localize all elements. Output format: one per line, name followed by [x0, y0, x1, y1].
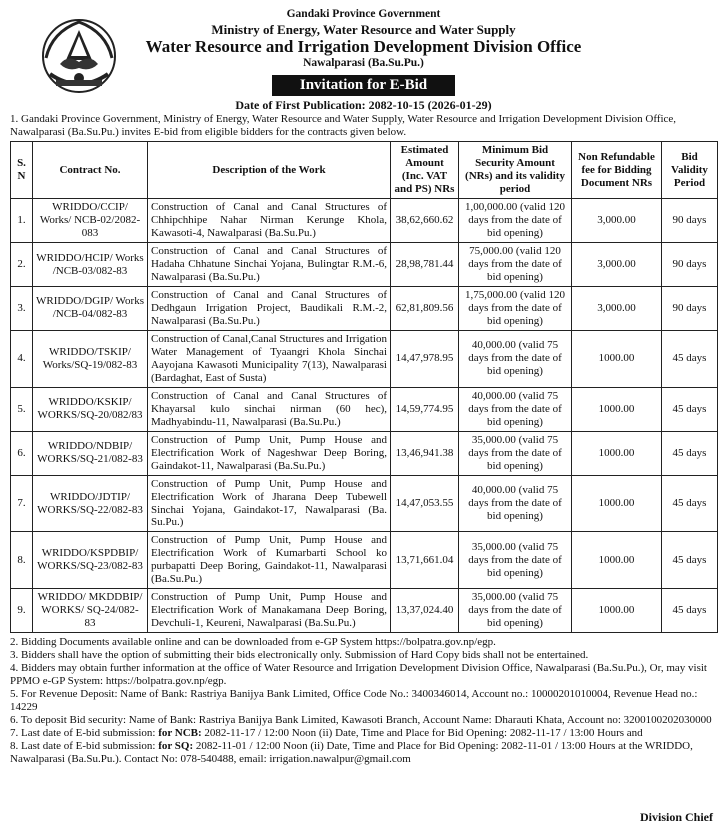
cell-description: Construction of Canal,Canal Structures and Irrigation Water Management of Tyaangri Khola Sinchai Aayojana Kawasoti Municipality 7(13), Nawalparasi (Bardaghat, East of Susta) — [148, 330, 391, 387]
office-location: Nawalparasi (Ba.Su.Pu.) — [303, 56, 424, 69]
cell-description: Construction of Pump Unit, Pump House and Electrification Work of Jharana Deep Tubewell Sinchai Yojana, Gaindakot-17, Nawalparasi (Ba. Su.Pu.) — [148, 475, 391, 532]
cell-sn: 5. — [11, 387, 33, 431]
note-6: 6. To deposit Bid security: Name of Bank: Rastriya Banijya Bank Limited, Kawasoti Branch, Account Name: Dharauti Khata, Account no: 3200100202030000 — [10, 714, 712, 727]
office-name: Water Resource and Irrigation Development Division Office — [145, 36, 582, 56]
cell-fee: 1000.00 — [572, 589, 662, 633]
cell-estimated: 14,47,978.95 — [391, 330, 459, 387]
note-2: 2. Bidding Documents available online and can be downloaded from e-GP System https://bolpatra.gov.np/egp. — [10, 636, 496, 649]
cell-sn: 7. — [11, 475, 33, 532]
cell-sn: 2. — [11, 243, 33, 287]
cell-sn: 6. — [11, 431, 33, 475]
ministry-name: Ministry of Energy, Water Resource and Water Supply — [211, 21, 516, 37]
cell-contract: WRIDDO/HCIP/ Works /NCB-03/082-83 — [33, 243, 148, 287]
table-row — [11, 286, 718, 330]
cell-security: 1,00,000.00 (valid 120 days from the date of bid opening) — [459, 199, 572, 243]
cell-validity: 90 days — [662, 286, 718, 330]
cell-fee: 1000.00 — [572, 387, 662, 431]
cell-estimated: 62,81,809.56 — [391, 286, 459, 330]
note-5: 5. For Revenue Deposit: Name of Bank: Rastriya Banijya Bank Limited, Office Code No.: 3400346014, Account no.: 10000201010004, Revenue Head no.: 14229 — [10, 688, 698, 714]
cell-fee: 1000.00 — [572, 475, 662, 532]
cell-description: Construction of Canal and Canal Structures of Khayarsal kulo sinchai nirman (60 hec), Madhyabindu-11, Nawalparasi (Ba.Su.Pu.) — [148, 387, 391, 431]
cell-security: 35,000.00 (valid 75 days from the date of bid opening) — [459, 431, 572, 475]
table-header-row — [11, 142, 718, 199]
cell-estimated: 38,62,660.62 — [391, 199, 459, 243]
cell-security: 40,000.00 (valid 75 days from the date of bid opening) — [459, 330, 572, 387]
cell-validity: 45 days — [662, 330, 718, 387]
cell-contract: WRIDDO/JDTIP/ WORKS/SQ-22/082-83 — [33, 475, 148, 532]
cell-estimated: 13,71,661.04 — [391, 532, 459, 589]
col-security: Minimum Bid Security Amount (NRs) and its validity period — [459, 142, 572, 199]
nepal-emblem-icon — [38, 14, 120, 96]
col-validity: Bid Validity Period — [662, 142, 718, 199]
table-row — [11, 589, 718, 633]
cell-sn: 8. — [11, 532, 33, 589]
cell-security: 40,000.00 (valid 75 days from the date of bid opening) — [459, 475, 572, 532]
note-3: 3. Bidders shall have the option of submitting their bids electronically only. Submission of Hard Copy bids shall not be entertained. — [10, 649, 589, 662]
cell-validity: 45 days — [662, 532, 718, 589]
cell-contract: WRIDDO/ MKDDBIP/ WORKS/ SQ-24/082-83 — [33, 589, 148, 633]
note-7-ncb: for NCB: — [158, 727, 202, 739]
cell-fee: 3,000.00 — [572, 286, 662, 330]
cell-validity: 45 days — [662, 431, 718, 475]
cell-estimated: 13,46,941.38 — [391, 431, 459, 475]
cell-sn: 1. — [11, 199, 33, 243]
note-8-text: 2082-11-01 / 12:00 Noon (ii) Date, Time and Place for Bid Opening: 2082-11-01 / 13:00 Hours at the WRIDDO, Nawalparasi (Ba.Su.Pu.). Contact No: 078-540488, email: irrigation.nawalpur@gmail.com — [10, 739, 693, 765]
col-estimated: Estimated Amount (Inc. VAT and PS) NRs — [391, 142, 459, 199]
cell-contract: WRIDDO/NDBIP/ WORKS/SQ-21/082-83 — [33, 431, 148, 475]
cell-contract: WRIDDO/TSKIP/ Works/SQ-19/082-83 — [33, 330, 148, 387]
note-8-sq: for SQ: — [158, 739, 194, 752]
cell-description: Construction of Pump Unit, Pump House and Electrification Work of Kumarbarti School ko purbapatti Deep Boring, Gaindakot-11, Nawalparasi (Ba.Su.Pu.) — [148, 532, 391, 589]
notes-section — [10, 636, 717, 766]
table-row — [11, 387, 718, 431]
note-8-prefix: 8. Last date of E-bid submission: — [10, 739, 159, 752]
note-4: 4. Bidders may obtain further information at the office of Water Resource and Irrigation Development Division Office, Nawalparasi (Ba.Su.Pu.), Or, may visit PPMO e-GP System: https://bolpatra.gov.np/egp. — [10, 662, 707, 688]
col-contract: Contract No. — [33, 142, 148, 199]
intro-paragraph: 1. Gandaki Province Government, Ministry of Energy, Water Resource and Water Supply, Water Resource and Irrigation Development Division Office, Nawalparasi (Ba.Su.Pu.) invites E-bid from eligible bidders for the contracts given below. — [10, 113, 677, 139]
gov-name: Gandaki Province Government — [286, 8, 441, 20]
cell-contract: WRIDDO/KSKIP/ WORKS/SQ-20/082/83 — [33, 387, 148, 431]
cell-security: 40,000.00 (valid 75 days from the date of bid opening) — [459, 387, 572, 431]
table-row — [11, 431, 718, 475]
cell-validity: 45 days — [662, 589, 718, 633]
cell-security: 75,000.00 (valid 120 days from the date of bid opening) — [459, 243, 572, 287]
note-7-prefix: 7. Last date of E-bid submission: — [10, 727, 159, 739]
table-row — [11, 475, 718, 532]
col-fee: Non Refundable fee for Bidding Document NRs — [572, 142, 662, 199]
note-8 — [10, 740, 717, 766]
col-description: Description of the Work — [148, 142, 391, 199]
cell-estimated: 14,47,053.55 — [391, 475, 459, 532]
cell-contract: WRIDDO/KSPDBIP/ WORKS/SQ-23/082-83 — [33, 532, 148, 589]
publication-date: Date of First Publication: 2082-10-15 (2026-01-29) — [235, 98, 492, 113]
cell-sn: 3. — [11, 286, 33, 330]
cell-description: Construction of Pump Unit, Pump House and Electrification Work of Nageshwar Deep Boring, Gaindakot-11, Nawalparasi (Ba.Su.Pu.) — [148, 431, 391, 475]
cell-sn: 9. — [11, 589, 33, 633]
cell-fee: 3,000.00 — [572, 243, 662, 287]
cell-sn: 4. — [11, 330, 33, 387]
table-row — [11, 243, 718, 287]
table-body — [11, 199, 718, 633]
cell-fee: 1000.00 — [572, 330, 662, 387]
cell-estimated: 13,37,024.40 — [391, 589, 459, 633]
cell-description: Construction of Canal and Canal Structures of Chhipchhipe Nahar Nirman Kerunge Khola, Kawasoti-4, Nawalparasi (Ba.Su.Pu.) — [148, 199, 391, 243]
contracts-table — [10, 141, 718, 633]
cell-security: 35,000.00 (valid 75 days from the date of bid opening) — [459, 532, 572, 589]
cell-validity: 45 days — [662, 387, 718, 431]
table-row — [11, 199, 718, 243]
col-sn: S. N — [11, 142, 33, 199]
cell-fee: 3,000.00 — [572, 199, 662, 243]
cell-contract: WRIDDO/CCIP/ Works/ NCB-02/2082-083 — [33, 199, 148, 243]
notice-title-banner: Invitation for E-Bid — [272, 75, 455, 97]
table-row — [11, 532, 718, 589]
table-row — [11, 330, 718, 387]
cell-estimated: 28,98,781.44 — [391, 243, 459, 287]
cell-description: Construction of Canal and Canal Structures of Hadaha Chhatune Sinchai Yojana, Bulingtar R.M.-6, Nawalparasi (Ba.Su.Pu.) — [148, 243, 391, 287]
cell-contract: WRIDDO/DGIP/ Works /NCB-04/082-83 — [33, 286, 148, 330]
note-7-text: 2082-11-17 / 12:00 Noon (ii) Date, Time and Place for Bid Opening: 2082-11-17 / 13:00 Hours and — [201, 727, 643, 739]
cell-description: Construction of Canal and Canal Structures of Dedhgaun Irrigation Project, Baudikali R.M.-2, Nawalparasi (Ba.Su.Pu.) — [148, 286, 391, 330]
cell-validity: 90 days — [662, 199, 718, 243]
cell-security: 1,75,000.00 (valid 120 days from the date of bid opening) — [459, 286, 572, 330]
cell-security: 35,000.00 (valid 75 days from the date of bid opening) — [459, 589, 572, 633]
note-7 — [10, 727, 717, 740]
signature-title: Division Chief — [639, 809, 713, 824]
cell-validity: 45 days — [662, 475, 718, 532]
cell-validity: 90 days — [662, 243, 718, 287]
cell-estimated: 14,59,774.95 — [391, 387, 459, 431]
cell-fee: 1000.00 — [572, 431, 662, 475]
cell-fee: 1000.00 — [572, 532, 662, 589]
cell-description: Construction of Pump Unit, Pump House and Electrification Work of Manakamana Deep Boring, Devchuli-1, Keureni, Nawalparasi (Ba.Su.Pu.) — [148, 589, 391, 633]
